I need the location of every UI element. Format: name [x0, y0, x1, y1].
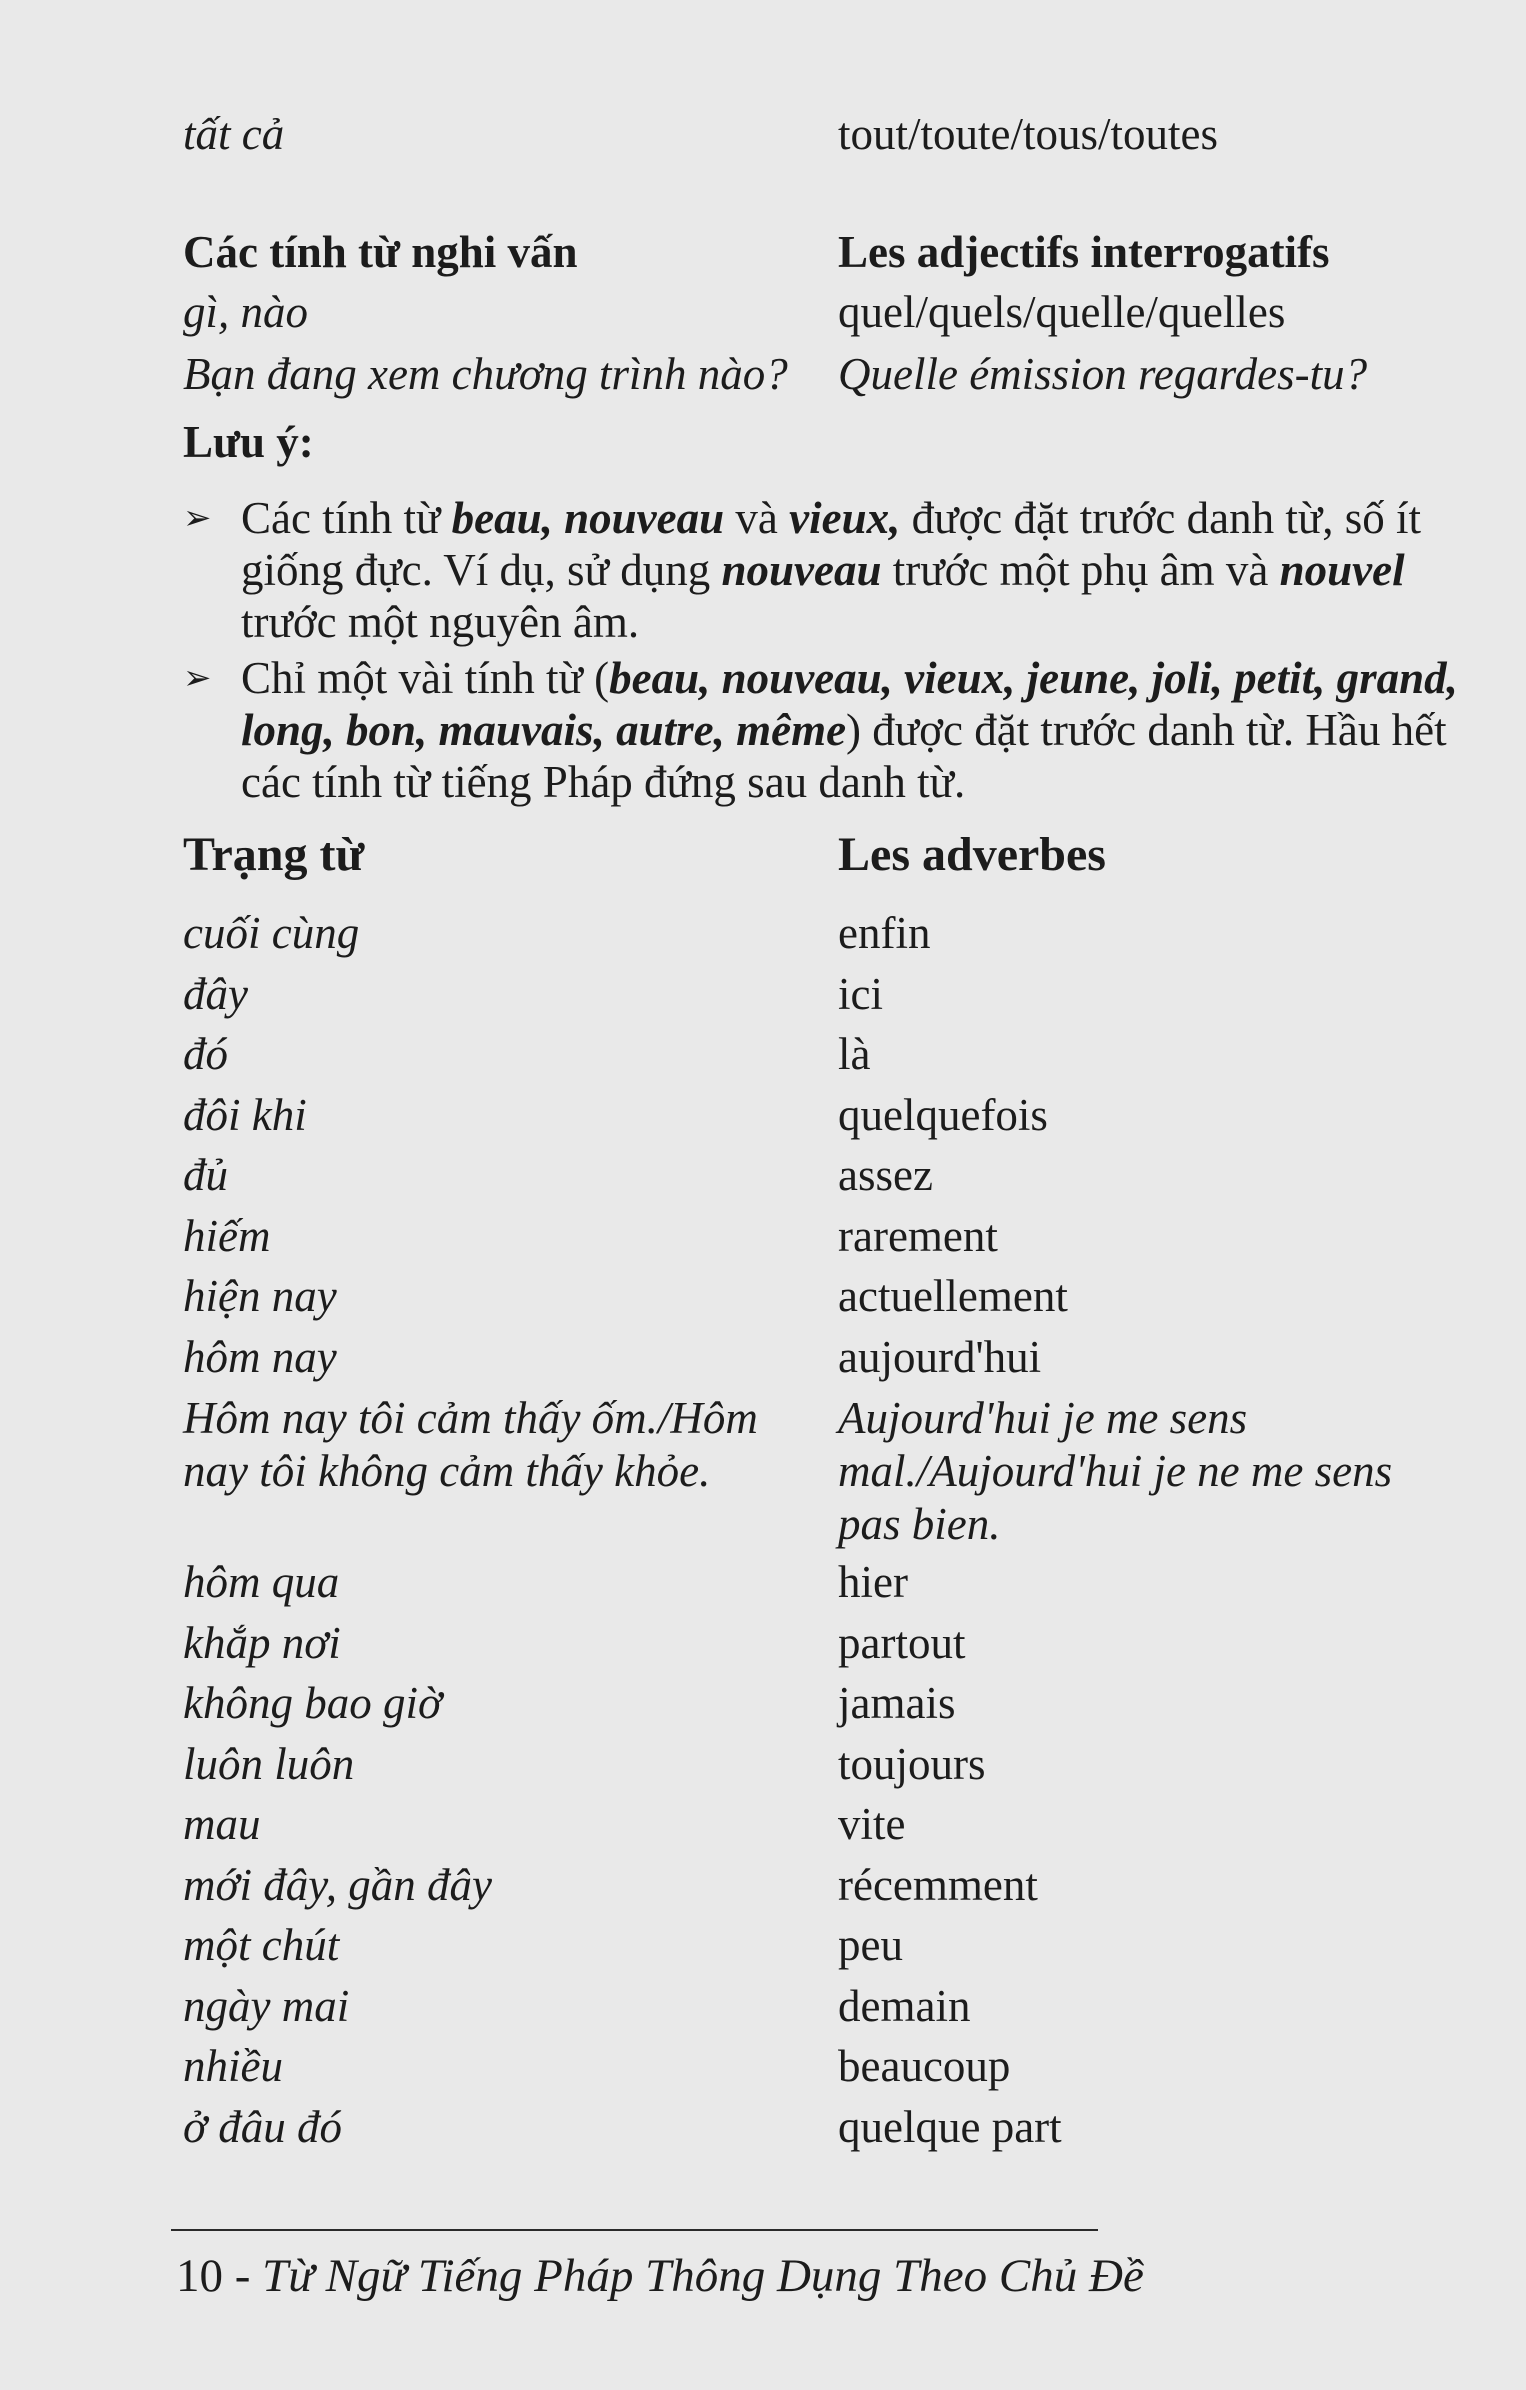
- vocab-row: [183, 282, 1483, 343]
- vietnamese-example: Bạn đang xem chương trình nào?: [183, 349, 788, 399]
- french-term: partout: [838, 1617, 966, 1668]
- french-term: aujourd'hui: [838, 1331, 1042, 1382]
- note-bullet-text: [241, 492, 1421, 648]
- section-heading-vietnamese: Các tính từ nghi vấn: [183, 227, 578, 277]
- vietnamese-term: đây: [183, 968, 248, 1019]
- french-example-line: Aujourd'hui je me sens: [838, 1393, 1248, 1443]
- vietnamese-term: không bao giờ: [183, 1678, 442, 1728]
- vocab-row: [183, 104, 1483, 165]
- vietnamese-term: tất cả: [183, 109, 285, 159]
- section-heading-french: Les adjectifs interrogatifs: [838, 227, 1330, 277]
- section-heading-vietnamese: Trạng từ: [183, 828, 365, 881]
- vocab-row: [183, 1327, 1483, 1388]
- french-term: rarement: [838, 1210, 998, 1261]
- arrow-bullet-icon: [183, 492, 212, 544]
- french-example: Quelle émission regardes-tu?: [838, 349, 1368, 399]
- note-emphasis: nouvel: [1279, 545, 1405, 595]
- note-emphasis: beau, nouveau: [451, 493, 725, 543]
- french-term: enfin: [838, 908, 931, 958]
- french-term: hier: [838, 1557, 908, 1607]
- vietnamese-term: hiếm: [183, 1210, 271, 1261]
- vietnamese-term: một chút: [183, 1920, 340, 1970]
- note-text: trước một phụ âm và: [881, 545, 1280, 595]
- note-emphasis: vieux,: [789, 493, 901, 543]
- vietnamese-example-line: Hôm nay tôi cảm thấy ốm./Hôm: [183, 1393, 758, 1443]
- french-term: jamais: [838, 1678, 956, 1728]
- note-text: trước một nguyên âm.: [241, 597, 640, 647]
- vietnamese-term: hôm qua: [183, 1557, 340, 1607]
- vocab-row: [183, 2036, 1483, 2097]
- vocab-row: [183, 1794, 1483, 1855]
- note-emphasis: nouveau: [721, 545, 882, 595]
- vietnamese-term: gì, nào: [183, 287, 309, 337]
- vietnamese-term: nhiều: [183, 2041, 283, 2091]
- note-emphasis: beau, nouveau, vieux, jeune, joli, petit, grand,: [609, 653, 1458, 703]
- french-term: demain: [838, 1980, 971, 2031]
- footer-rule: [171, 2229, 1098, 2231]
- vocab-row: [183, 1145, 1483, 1206]
- french-term: quelque part: [838, 2101, 1062, 2152]
- vietnamese-term: đôi khi: [183, 1089, 307, 1140]
- section-heading-interrogatives: [183, 222, 1483, 283]
- vietnamese-term: đó: [183, 1029, 228, 1079]
- vietnamese-term: luôn luôn: [183, 1738, 355, 1789]
- adverb-list: [183, 903, 1483, 2157]
- vietnamese-term: mới đây, gần đây: [183, 1859, 492, 1910]
- french-term: récemment: [838, 1859, 1038, 1910]
- french-term: là: [838, 1029, 871, 1079]
- vietnamese-term: ngày mai: [183, 1980, 350, 2031]
- note-text: và: [724, 493, 790, 543]
- vocab-row: [183, 1855, 1483, 1916]
- note-text: ) được đặt trước danh từ. Hầu hết: [846, 705, 1447, 755]
- arrow-bullet-icon: [183, 652, 212, 704]
- french-term: assez: [838, 1150, 933, 1200]
- french-term: vite: [838, 1799, 906, 1849]
- note-text: Các tính từ: [241, 493, 452, 543]
- french-example: [838, 1392, 1392, 1551]
- french-term: peu: [838, 1920, 903, 1970]
- french-term: quelquefois: [838, 1089, 1048, 1140]
- french-term: actuellement: [838, 1271, 1068, 1321]
- vietnamese-term: mau: [183, 1799, 261, 1849]
- example-sentence-row: [183, 1387, 1483, 1552]
- note-text: Chỉ một vài tính từ (: [241, 653, 610, 703]
- vietnamese-term: ở đâu đó: [183, 2101, 343, 2152]
- vietnamese-term: đủ: [183, 1150, 228, 1200]
- french-term: tout/toute/tous/toutes: [838, 109, 1218, 159]
- vocab-row: [183, 2097, 1483, 2158]
- vocab-row: [183, 1613, 1483, 1674]
- vocab-row: [183, 1024, 1483, 1085]
- note-label: Lưu ý:: [183, 417, 314, 467]
- note-emphasis: long, bon, mauvais, autre, même: [241, 705, 847, 755]
- vocab-row: [183, 1673, 1483, 1734]
- vocab-row: [183, 903, 1483, 964]
- vietnamese-example: [183, 1392, 838, 1498]
- section-heading-french: Les adverbes: [838, 828, 1106, 881]
- french-example-line: pas bien.: [838, 1499, 1001, 1549]
- vietnamese-term: khắp nơi: [183, 1617, 341, 1668]
- french-term: toujours: [838, 1738, 986, 1789]
- page-number: 10 -: [176, 2250, 251, 2302]
- vocab-row: [183, 1976, 1483, 2037]
- vocab-row: [183, 1266, 1483, 1327]
- vocab-row: [183, 1734, 1483, 1795]
- book-title: Từ Ngữ Tiếng Pháp Thông Dụng Theo Chủ Đề: [262, 2250, 1144, 2302]
- vietnamese-term: cuối cùng: [183, 908, 360, 958]
- note-text: các tính từ tiếng Pháp đứng sau danh từ.: [241, 757, 966, 807]
- vietnamese-term: hôm nay: [183, 1331, 337, 1382]
- vocab-row: [183, 1206, 1483, 1267]
- example-sentence-row: [183, 344, 1483, 405]
- section-heading-adverbs: [183, 824, 1483, 885]
- note-text: được đặt trước danh từ, số ít: [900, 493, 1422, 543]
- french-example-line: mal./Aujourd'hui je ne me sens: [838, 1446, 1393, 1496]
- french-term: beaucoup: [838, 2041, 1011, 2091]
- note-text: giống đực. Ví dụ, sử dụng: [241, 545, 722, 595]
- vietnamese-term: hiện nay: [183, 1271, 337, 1321]
- french-term: ici: [838, 968, 883, 1019]
- vocab-row: [183, 1085, 1483, 1146]
- page-footer: [176, 2246, 1144, 2306]
- note-bullet-text: [241, 652, 1458, 808]
- vocab-row: [183, 1552, 1483, 1613]
- vocab-row: [183, 964, 1483, 1025]
- vocab-row: [183, 1915, 1483, 1976]
- vietnamese-example-line: nay tôi không cảm thấy khỏe.: [183, 1446, 711, 1496]
- french-term: quel/quels/quelle/quelles: [838, 287, 1286, 337]
